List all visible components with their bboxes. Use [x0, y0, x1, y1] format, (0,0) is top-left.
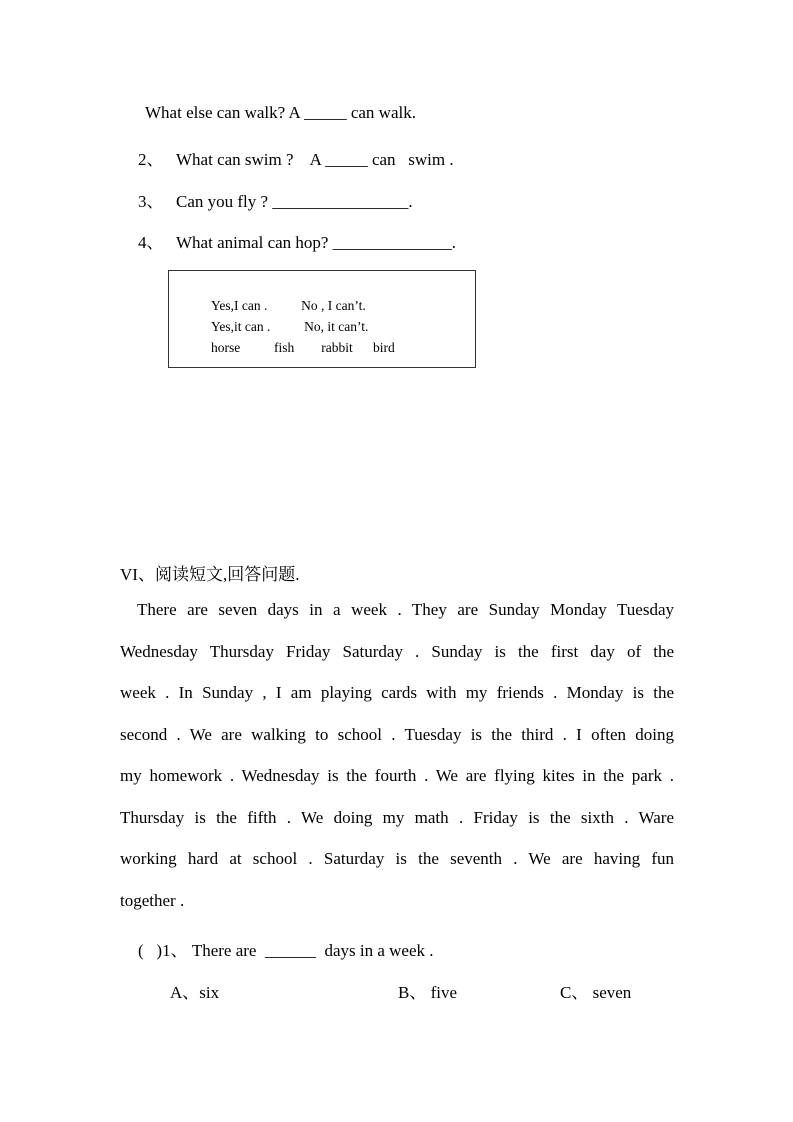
passage-line: Thursday is the fifth . We doing my math . Friday is the sixth . Ware [120, 807, 674, 827]
passage-line: There are seven days in a week . They are Sunday Monday Tuesday [137, 600, 674, 619]
answer-bank-box [168, 270, 476, 368]
section-title: VI、阅读短文,回答问题. [120, 565, 300, 584]
question-line-2 [138, 145, 454, 170]
comprehension-question-1: ( )1、 There are ______ days in a week . [138, 941, 434, 960]
passage-line: week . In Sunday , I am playing cards with my friends . Monday is the [120, 683, 674, 702]
question-continuation-line: What else can walk? A _____ can walk. [145, 103, 416, 122]
reading-passage [120, 589, 674, 921]
passage-line: second . We are walking to school . Tuesday is the third . I often doing [120, 724, 674, 744]
question-text: Can you fly ? ________________. [176, 192, 413, 211]
answer-bank-line: Yes,it can . No, it can’t. [211, 319, 369, 334]
question-number: 3、 [138, 192, 164, 211]
question-number: 4、 [138, 233, 164, 252]
question-line-4 [138, 228, 456, 253]
option-c: C、 seven [560, 983, 632, 1002]
passage-line: my homework . Wednesday is the fourth . We are flying kites in the park . [120, 766, 674, 785]
question-number: 2、 [138, 150, 164, 169]
passage-line: working hard at school . Saturday is the seventh . We are having fun [120, 849, 674, 868]
question-text: What animal can hop? ______________. [176, 233, 456, 252]
question-text: What can swim ? A _____ can swim . [176, 150, 454, 169]
question-line-3 [138, 187, 413, 212]
answer-bank-line: horse fish rabbit bird [211, 340, 395, 355]
option-b: B、 five [398, 983, 458, 1002]
option-a: A、six [170, 983, 220, 1002]
answer-bank-line: Yes,I can . No , I can’t. [211, 298, 366, 313]
passage-line: together . [120, 890, 185, 910]
passage-line: Wednesday Thursday Friday Saturday . Sunday is the first day of the [120, 641, 674, 661]
